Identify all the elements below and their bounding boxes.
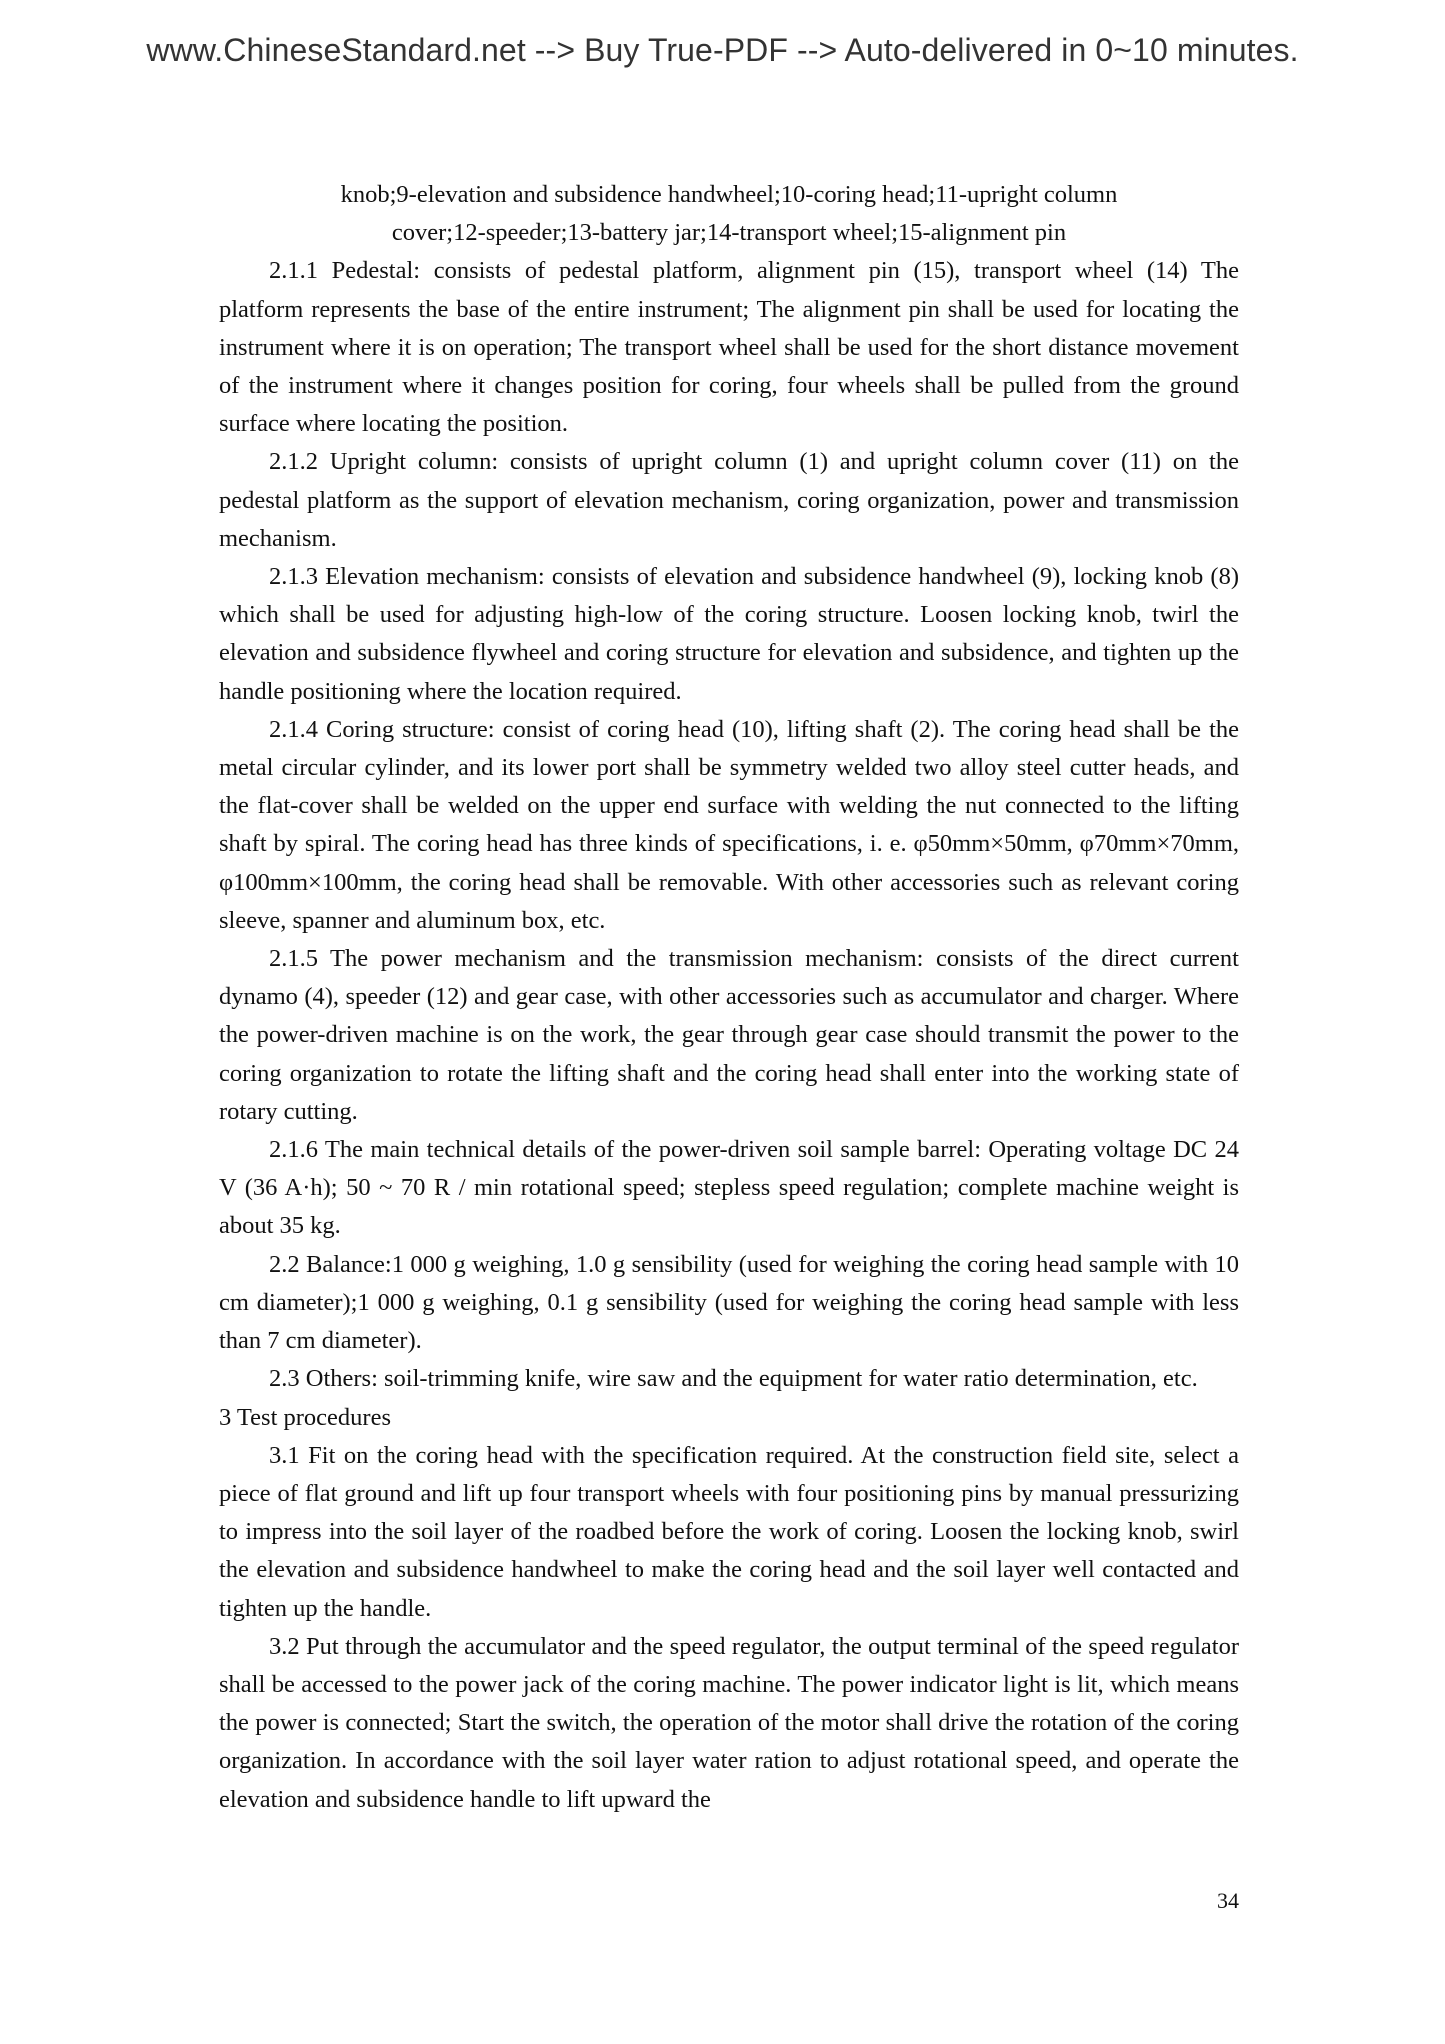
paragraph-2-1-3: 2.1.3 Elevation mechanism: consists of elevation and subsidence handwheel (9), locking knob (8) which shall be used for adjusting high-low of the coring structure. Loosen locking knob, twirl the elevation and subsidence flywheel and coring structure for elevation and subsidence, and tighten up the handle positioning where the location required. xyxy=(219,563,1239,705)
paragraph-2-1-2: 2.1.2 Upright column: consists of upright column (1) and upright column cover (11) on the pedestal platform as the support of elevation mechanism, coring organization, power and transmission mechanism. xyxy=(219,448,1239,552)
document-body xyxy=(219,176,1239,1819)
paragraph-2-2: 2.2 Balance:1 000 g weighing, 1.0 g sensibility (used for weighing the coring head sample with 10 cm diameter);1 000 g weighing, 0.1 g sensibility (used for weighing the coring head sample with less than 7 cm diameter). xyxy=(219,1250,1239,1355)
paragraph-2-3: 2.3 Others: soil-trimming knife, wire saw and the equipment for water ratio determination, etc. xyxy=(269,1365,1198,1393)
paragraph-3-1: 3.1 Fit on the coring head with the specification required. At the construction field site, select a piece of flat ground and lift up four transport wheels with four positioning pins by manual pressurizing to impress into the soil layer of the roadbed before the work of coring. Loosen the locking knob, swirl the elevation and subsidence handwheel to make the coring head and the soil layer well contacted and tighten up the handle. xyxy=(219,1441,1239,1622)
caption-line-1: knob;9-elevation and subsidence handwheel;10-coring head;11-upright column xyxy=(340,181,1118,208)
paragraph-2-1-4: 2.1.4 Coring structure: consist of coring head (10), lifting shaft (2). The coring head shall be the metal circular cylinder, and its lower port shall be symmetry welded two alloy steel cutter heads, and the flat-cover shall be welded on the upper end surface with welding the nut connected to the lifting shaft by spiral. The coring head has three kinds of specifications, i. e. φ50mm×50mm, φ70mm×70mm, φ100mm×100mm, the coring head shall be removable. With other accessories such as relevant coring sleeve, spanner and aluminum box, etc. xyxy=(219,715,1239,934)
section-heading-3: 3 Test procedures xyxy=(219,1403,392,1431)
paragraph-2-1-5: 2.1.5 The power mechanism and the transmission mechanism: consists of the direct current dynamo (4), speeder (12) and gear case, with other accessories such as accumulator and charger. Where the power-driven machine is on the work, the gear through gear case should transmit the power to the coring organization to rotate the lifting shaft and the coring head shall enter into the working state of rotary cutting. xyxy=(219,945,1239,1125)
caption-line-2: cover;12-speeder;13-battery jar;14-transport wheel;15-alignment pin xyxy=(391,219,1067,247)
header-banner[interactable]: www.ChineseStandard.net --> Buy True-PDF --> Auto-delivered in 0~10 minutes. xyxy=(146,32,1299,68)
figure-caption xyxy=(219,176,1239,252)
paragraph-2-1-6: 2.1.6 The main technical details of the power-driven soil sample barrel: Operating voltage DC 24 V (36 A·h); 50 ~ 70 R / min rotational speed; stepless speed regulation; complete machine weight is about 35 kg. xyxy=(219,1136,1239,1240)
paragraph-3-2: 3.2 Put through the accumulator and the speed regulator, the output terminal of the speed regulator shall be accessed to the power jack of the coring machine. The power indicator light is lit, which means the power is connected; Start the switch, the operation of the motor shall drive the rotation of the coring organization. In accordance with the soil layer water ration to adjust rotational speed, and operate the elevation and subsidence handle to lift upward the xyxy=(219,1632,1239,1813)
page-number: 34 xyxy=(1217,1888,1239,1913)
paragraph-2-1-1: 2.1.1 Pedestal: consists of pedestal platform, alignment pin (15), transport wheel (14) The platform represents the base of the entire instrument; The alignment pin shall be used for locating the instrument where it is on operation; The transport wheel shall be used for the short distance movement of the instrument where it changes position for coring, four wheels shall be pulled from the ground surface where locating the position. xyxy=(219,257,1239,438)
